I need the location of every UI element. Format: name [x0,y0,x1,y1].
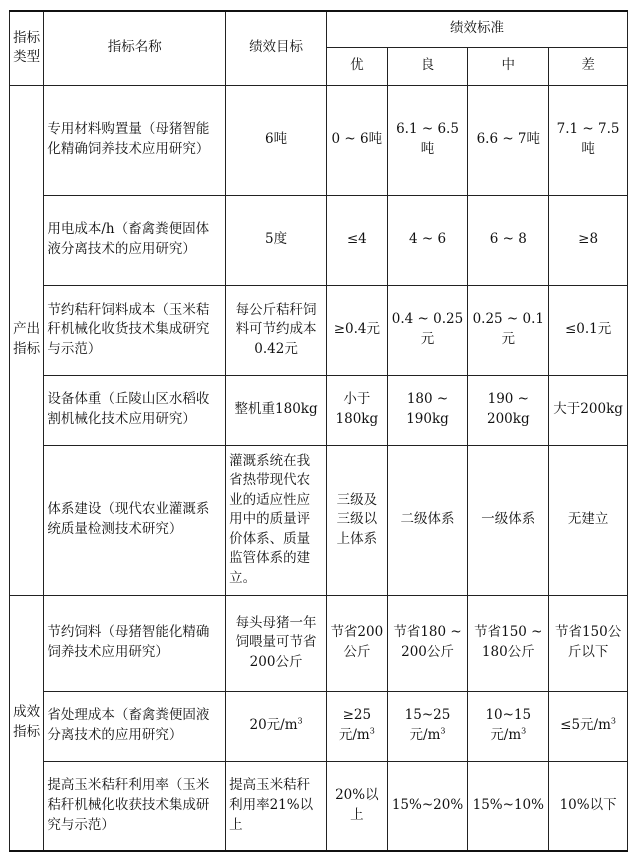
table-row [10,285,628,375]
level-excellent: 三级及三级以上体系 [327,445,388,595]
level-medium: 10~15元$/m^3$ [468,691,549,761]
indicator-name: 节约秸秆饲料成本（玉米秸秆机械化收货技术集成研究与示范） [44,285,226,375]
level-medium: 15%~10% [468,761,549,851]
indicator-name: 节约饲料（母猪智能化精确饲养技术应用研究） [44,595,226,691]
level-poor: 无建立 [549,445,628,595]
level-poor: 7.1 ~ 7.5吨 [549,85,628,195]
indicator-target: 5度 [226,195,327,285]
table-row [10,595,628,691]
table-row [10,761,628,851]
indicator-name: 专用材料购置量（母猪智能化精确饲养技术应用研究） [44,85,226,195]
level-medium: 6 ~ 8 [468,195,549,285]
level-excellent: 节省200公斤 [327,595,388,691]
indicator-name: 用电成本/h（畜禽粪便固体液分离技术的应用研究） [44,195,226,285]
indicator-target: 20元$/m^3$ [226,691,327,761]
indicator-target: 6吨 [226,85,327,195]
level-poor: ≤5元$/m^3$ [549,691,628,761]
indicator-name: 设备体重（丘陵山区水稻收割机械化技术应用研究） [44,375,226,445]
level-good: 180 ~ 190kg [387,375,468,445]
level-excellent: 小于180kg [327,375,388,445]
level-good: 4 ~ 6 [387,195,468,285]
level-medium: 一级体系 [468,445,549,595]
level-excellent: 0 ~ 6吨 [327,85,388,195]
level-poor: 大于200kg [549,375,628,445]
table-row [10,445,628,595]
header-level-good: 良 [387,47,468,85]
level-good: 二级体系 [387,445,468,595]
table-row [10,691,628,761]
group-type-outcome: 成效指标 [10,595,44,851]
header-target: 绩效目标 [226,11,327,85]
level-poor: ≤0.1元 [549,285,628,375]
level-poor: 节省150公斤以下 [549,595,628,691]
indicator-target: 每头母猪一年饲喂量可节省200公斤 [226,595,327,691]
header-type: 指标类型 [10,11,44,85]
indicator-name: 体系建设（现代农业灌溉系统质量检测技术研究） [44,445,226,595]
level-good: 15~25元$/m^3$ [387,691,468,761]
header-name: 指标名称 [44,11,226,85]
level-good: 6.1 ~ 6.5吨 [387,85,468,195]
indicator-name: 省处理成本（畜禽粪便固液分离技术的应用研究） [44,691,226,761]
group-type-output: 产出指标 [10,85,44,595]
indicator-target: 每公斤秸秆饲料可节约成本0.42元 [226,285,327,375]
header-level-medium: 中 [468,47,549,85]
indicator-target: 提高玉米秸秆利用率21%以上 [226,761,327,851]
table-row [10,195,628,285]
level-excellent: ≥25元$/m^3$ [327,691,388,761]
header-level-excellent: 优 [327,47,388,85]
table-row [10,85,628,195]
indicator-target: 整机重180kg [226,375,327,445]
level-medium: 0.25 ~ 0.1元 [468,285,549,375]
level-good: 0.4 ~ 0.25元 [387,285,468,375]
header-level-poor: 差 [549,47,628,85]
level-good: 节省180 ~ 200公斤 [387,595,468,691]
indicator-name: 提高玉米秸秆利用率（玉米秸秆机械化收获技术集成研究与示范） [44,761,226,851]
level-medium: 190 ~ 200kg [468,375,549,445]
indicator-target: 灌溉系统在我省热带现代农业的适应性应用中的质量评价体系、质量监管体系的建立。 [226,445,327,595]
level-good: 15%~20% [387,761,468,851]
level-medium: 节省150 ~ 180公斤 [468,595,549,691]
header-standard: 绩效标准 [327,11,628,47]
level-poor: 10%以下 [549,761,628,851]
level-excellent: 20%以上 [327,761,388,851]
level-excellent: ≤4 [327,195,388,285]
table-row [10,375,628,445]
level-medium: 6.6 ~ 7吨 [468,85,549,195]
performance-indicator-table [9,10,628,852]
level-poor: ≥8 [549,195,628,285]
level-excellent: ≥0.4元 [327,285,388,375]
